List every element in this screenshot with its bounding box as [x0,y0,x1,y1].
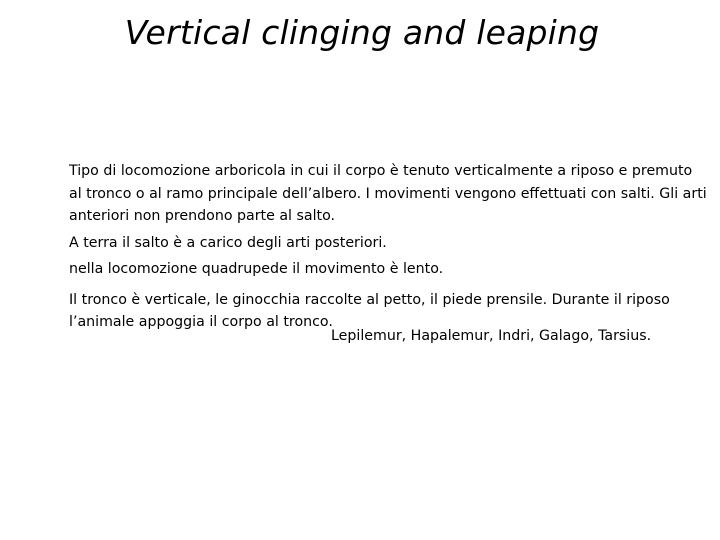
paragraph-posture: Il tronco è verticale, le ginocchia raccolte al petto, il piede prensile. Durante il riposo l’animale appoggia il corpo al tronco. [69,291,670,330]
paragraph-definition: Tipo di locomozione arboricola in cui il corpo è tenuto verticalmente a riposo e premuto al tronco o al ramo principale dell’albero. I movimenti vengono effettuati con salti. Gli arti anteriori non prendono parte al salto. [69,163,707,224]
paragraph-ground-jump: A terra il salto è a carico degli arti posteriori. [69,234,387,251]
slide-body [69,160,709,334]
species-list: Lepilemur, Hapalemur, Indri, Galago, Tarsius. [331,328,652,344]
paragraph-quadrupedal: nella locomozione quadrupede il movimento è lento. [69,261,444,277]
slide-title: Vertical clinging and leaping [124,13,600,52]
